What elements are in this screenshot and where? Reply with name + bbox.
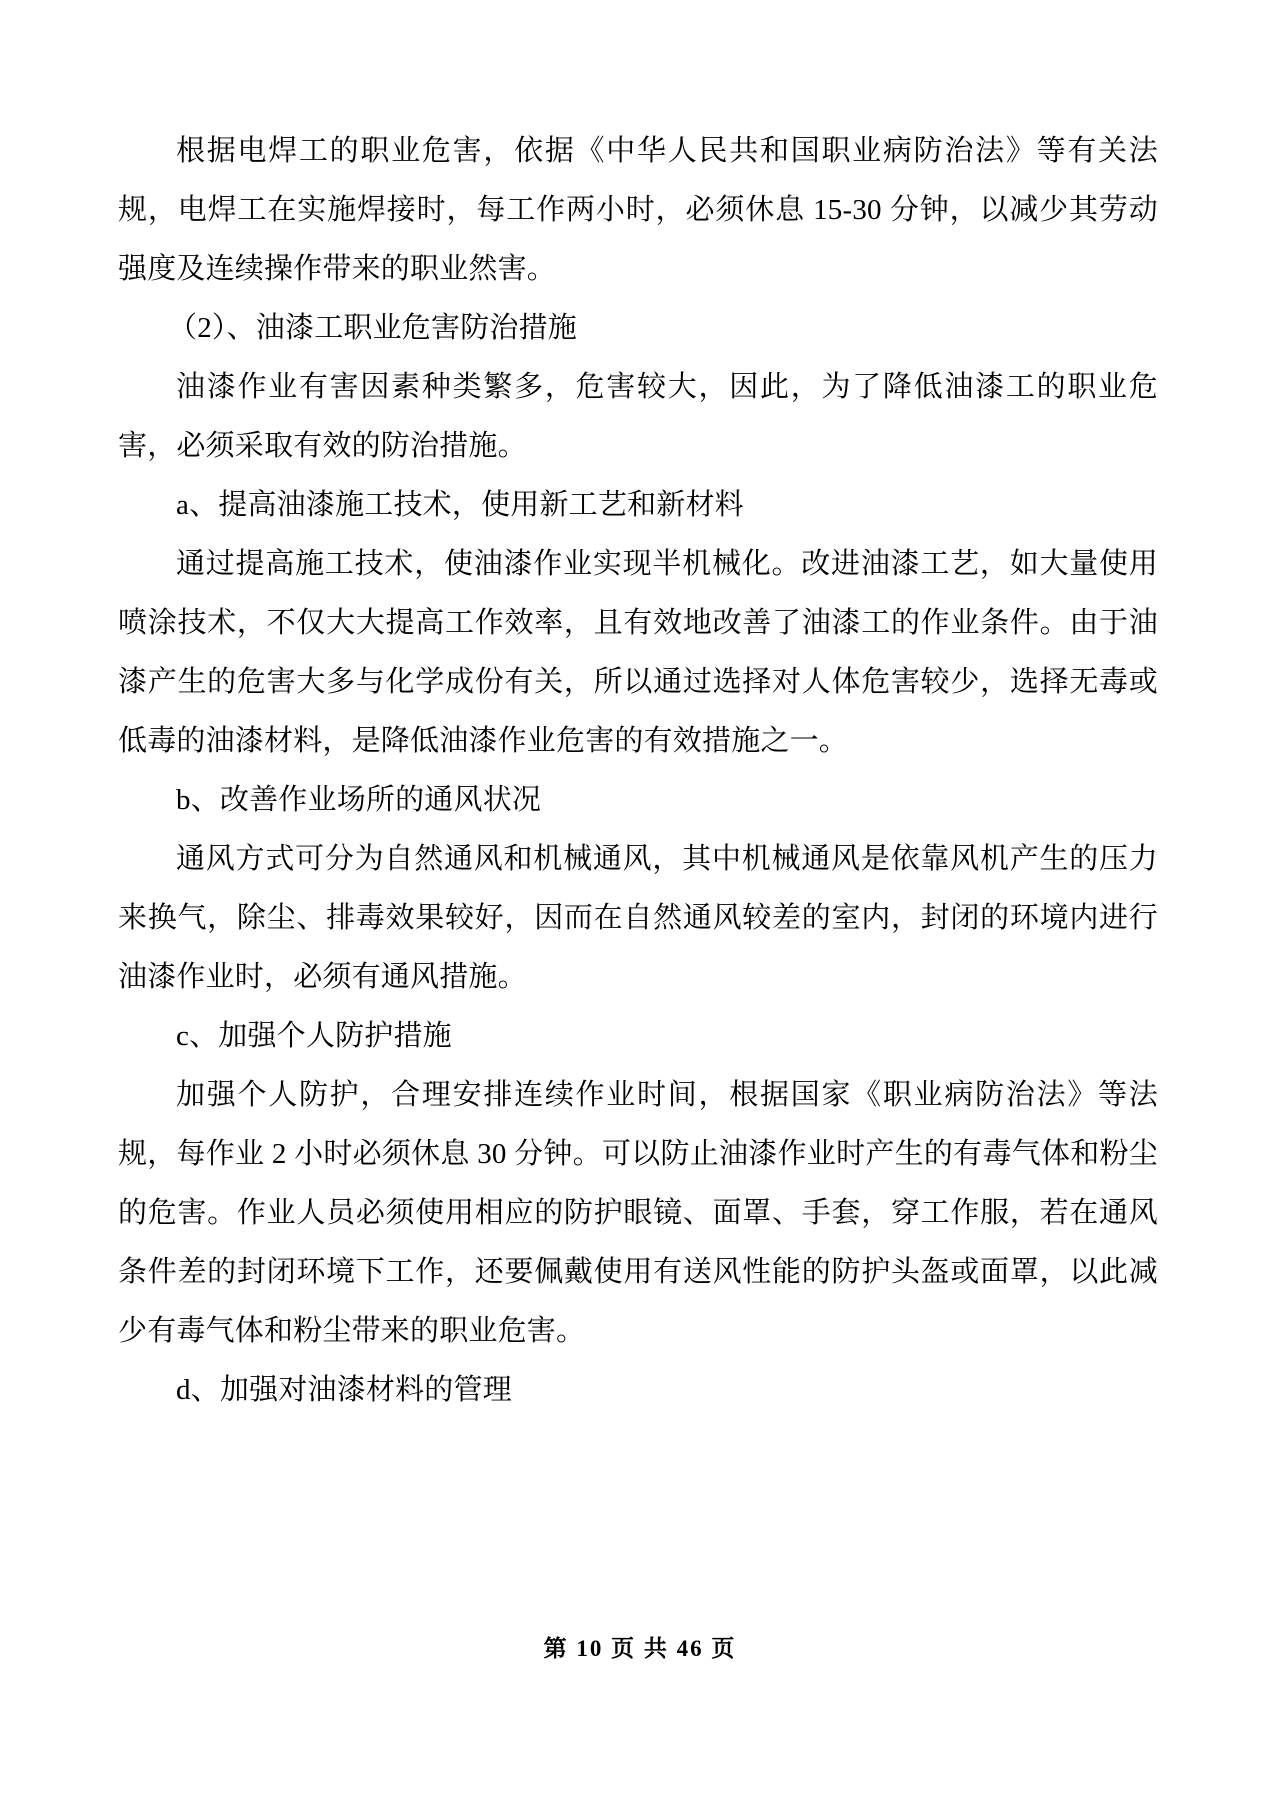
paragraph-item-a-body: 通过提高施工技术，使油漆作业实现半机械化。改进油漆工艺，如大量使用喷涂技术，不仅大大提高工作效率，且有效地改善了油漆工的作业条件。由于油漆产生的危害大多与化学成份有关，所以通过选择对人体危害较少，选择无毒或低毒的油漆材料，是降低油漆作业危害的有效措施之一。 xyxy=(118,548,1158,757)
heading-item-d: d、加强对油漆材料的管理 xyxy=(176,1374,512,1406)
heading-item-a: a、提高油漆施工技术，使用新工艺和新材料 xyxy=(176,489,744,521)
heading-item-b: b、改善作业场所的通风状况 xyxy=(176,784,542,816)
paragraph-item-b-body: 通风方式可分为自然通风和机械通风，其中机械通风是依靠风机产生的压力来换气，除尘、排毒效果较好，因而在自然通风较差的室内，封闭的环境内进行油漆作业时，必须有通风措施。 xyxy=(118,843,1158,993)
paragraph-welding-hazard-regulation: 根据电焊工的职业危害，依据《中华人民共和国职业病防治法》等有关法规，电焊工在实施焊接时，每工作两小时，必须休息 15-30 分钟，以减少其劳动强度及连续操作带来的职业然害。 xyxy=(118,135,1158,285)
paragraph-item-c-body: 加强个人防护，合理安排连续作业时间，根据国家《职业病防治法》等法规，每作业 2 小时必须休息 30 分钟。可以防止油漆作业时产生的有毒气体和粉尘的危害。作业人员必须使用相应的防护眼镜、面罩、手套，穿工作服，若在通风条件差的封闭环境下工作，还要佩戴使用有送风性能的防护头盔或面罩，以此减少有毒气体和粉尘带来的职业危害。 xyxy=(118,1079,1158,1347)
heading-painter-measures: （2）、油漆工职业危害防治措施 xyxy=(168,312,578,344)
document-body xyxy=(118,122,1158,1420)
heading-item-c: c、加强个人防护措施 xyxy=(176,1020,452,1052)
page-footer: 第 10 页 共 46 页 xyxy=(543,1636,737,1661)
paragraph-painter-intro: 油漆作业有害因素种类繁多，危害较大，因此，为了降低油漆工的职业危害，必须采取有效的防治措施。 xyxy=(118,371,1158,462)
